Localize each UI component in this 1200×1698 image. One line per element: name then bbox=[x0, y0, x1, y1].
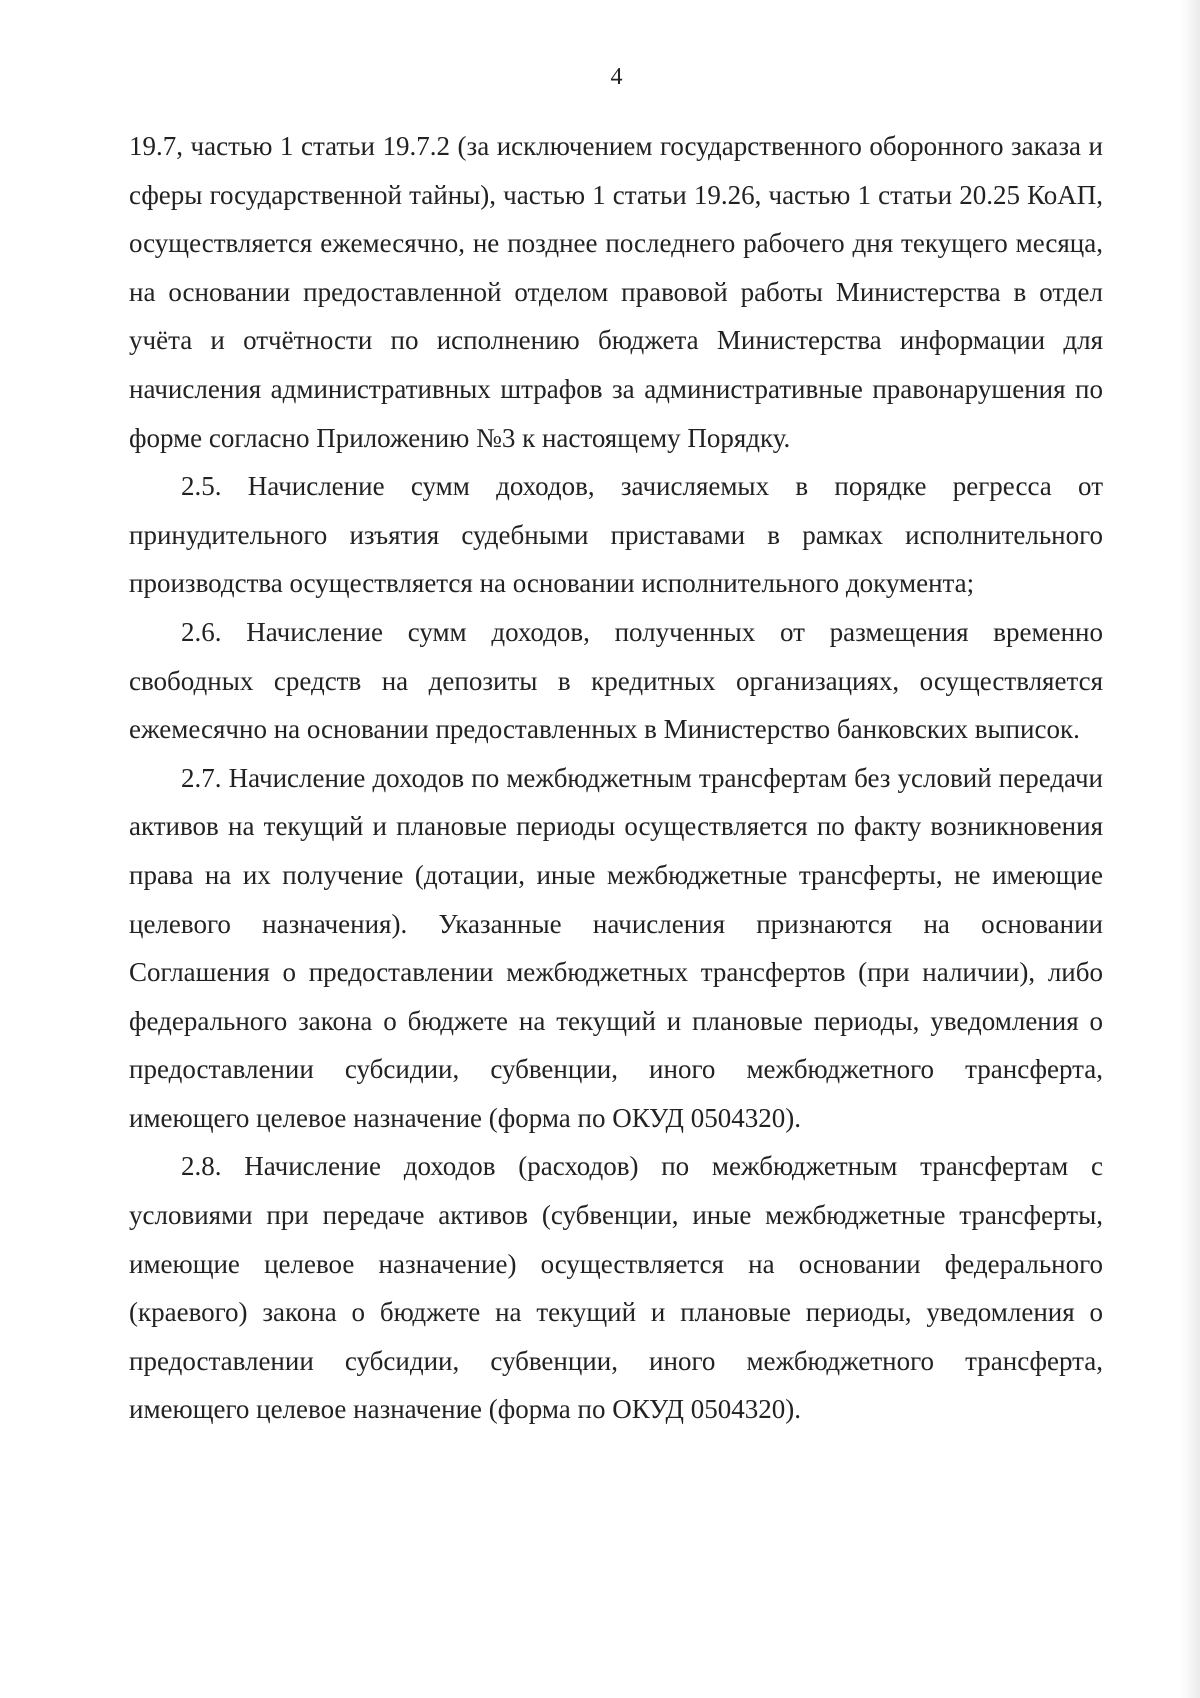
paragraph-2-8: 2.8. Начисление доходов (расходов) по межбюджетным трансфертам с условиями при передаче активов (субвенции, иные межбюджетные трансферты, имеющие целевое назначение) осуществляется на основании федерального (краевого) закона о бюджете на текущий и плановые периоды, уведомления о предоставлении субсидии, субвенции, иного межбюджетного трансферта, имеющего целевое назначение (форма по ОКУД 0504320). bbox=[129, 1151, 1103, 1425]
document-body bbox=[129, 122, 1103, 1434]
paragraph-2-5: 2.5. Начисление сумм доходов, зачисляемых в порядке регресса от принудительного изъятия судебными приставами в рамках исполнительного производства осуществляется на основании исполнительного документа; bbox=[129, 471, 1103, 599]
paragraph-continuation: 19.7, частью 1 статьи 19.7.2 (за исключением государственного оборонного заказа и сферы государственной тайны), частью 1 статьи 19.26, частью 1 статьи 20.25 КоАП, осуществляется ежемесячно, не позднее последнего рабочего дня текущего месяца, на основании предоставленной отделом правовой работы Министерства в отдел учёта и отчётности по исполнению бюджета Министерства информации для начисления административных штрафов за административные правонарушения по форме согласно Приложению №3 к настоящему Порядку. bbox=[129, 131, 1103, 453]
paragraph-2-6: 2.6. Начисление сумм доходов, полученных от размещения временно свободных средств на депозиты в кредитных организациях, осуществляется ежемесячно на основании предоставленных в Министерство банковских выписок. bbox=[129, 616, 1103, 745]
page-number: 4 bbox=[610, 64, 623, 90]
scan-edge-shade bbox=[1180, 0, 1200, 1698]
paragraph-2-7: 2.7. Начисление доходов по межбюджетным трансфертам без условий передачи активов на текущий и плановые периоды осуществляется по факту возникновения права на их получение (дотации, иные межбюджетные трансферты, не имеющие целевого назначения). Указанные начисления признаются на основании Соглашения о предоставлении межбюджетных трансфертов (при наличии), либо федерального закона о бюджете на текущий и плановые периоды, уведомления о предоставлении субсидии, субвенции, иного межбюджетного трансферта, имеющего целевое назначение (форма по ОКУД 0504320). bbox=[129, 762, 1103, 1133]
